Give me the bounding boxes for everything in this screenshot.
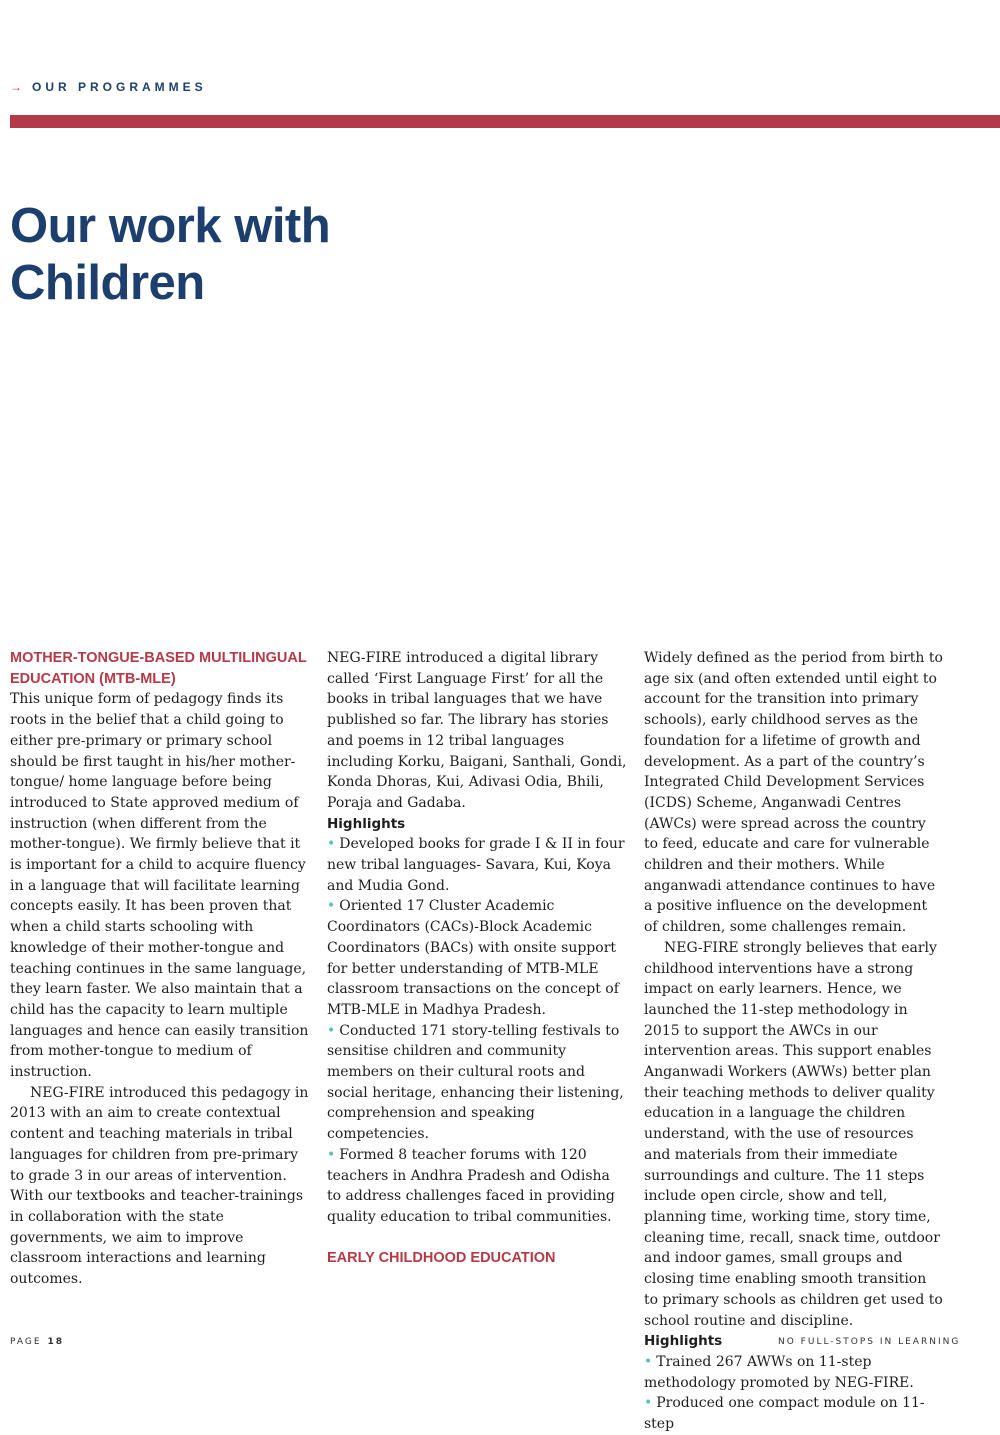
mtb-paragraph-2: NEG-FIRE introduced this pedagogy in 2013 with an aim to create contextual content and teaching materials in tribal languages for children from pre-primary to grade 3 in our areas of intervention. With our textbooks and teacher-trainings in collaboration with the state governments, we aim to improve classroom interactions and learning outcomes.	[10, 1084, 309, 1288]
mtb-highlight-2	[327, 896, 627, 1020]
bullet-dot-icon: •	[327, 1146, 336, 1163]
column-1	[10, 648, 310, 1290]
page-number	[10, 1337, 64, 1347]
bullet-dot-icon: •	[327, 1022, 336, 1039]
mtb-highlight-4-text: Formed 8 teacher forums with 120 teachers in Andhra Pradesh and Odisha to address challenges faced in providing quality education to tribal communities.	[327, 1146, 615, 1225]
mtb-highlights-label: Highlights	[327, 815, 406, 832]
column-2	[327, 648, 627, 1269]
ece-highlight-2	[644, 1393, 944, 1434]
mtb-highlight-3-text: Conducted 171 story-telling festivals to sensitise children and community members on their cultural roots and social heritage, enhancing their listening, comprehension and speaking competencies.	[327, 1022, 624, 1143]
section-kicker	[10, 80, 207, 94]
arrow-right-icon: →	[10, 80, 22, 94]
ece-highlights-label: Highlights	[644, 1333, 723, 1350]
column-3	[644, 648, 944, 1435]
ece-highlight-1	[644, 1352, 944, 1393]
ece-heading: EARLY CHILDHOOD EDUCATION	[327, 1250, 556, 1267]
footer-tagline: NO FULL-STOPS IN LEARNING	[778, 1337, 961, 1347]
bullet-dot-icon: •	[327, 836, 336, 853]
mtb-highlight-2-text: Oriented 17 Cluster Academic Coordinators (CACs)-Block Academic Coordinators (BACs) with onsite support for better understanding of MTB-MLE classroom transactions on the concept of MTB-MLE in Madhya Pradesh.	[327, 898, 619, 1018]
ece-paragraph-1-cont: Widely defined as the period from birth to age six (and often extended until eight to account for the transition into primary schools), early childhood serves as the foundation for a lifetime of growth and development. As a part of the country’s Integrated Child Development Services (ICDS) Scheme, Anganwadi Centres (AWCs) were spread across the country to feed, educate and care for vulnerable children and their mothers. While anganwadi attendance continues to have a positive influence on the development of children, some challenges remain.	[644, 650, 943, 936]
mtb-highlight-4	[327, 1145, 627, 1228]
page-number-value: 18	[47, 1337, 65, 1347]
bullet-dot-icon: •	[644, 1395, 653, 1412]
page-label: PAGE	[10, 1337, 42, 1347]
ece-highlight-2-text: Produced one compact module on 11-step	[644, 1395, 925, 1433]
header-rule	[10, 115, 1000, 128]
mtb-paragraph-1: This unique form of pedagogy finds its roots in the belief that a child going to either pre-primary or primary school should be first taught in his/her mother-tongue/ home language before being introduced to State approved medium of instruction (when different from the mother-tongue). We firmly believe that it is important for a child to acquire fluency in a language that will facilitate learning concepts easily. It has been proven that when a child starts schooling with knowledge of their mother-tongue and teaching continues in the same language, they learn faster. We also maintain that a child has the capacity to learn multiple languages and hence can easily transition from mother-tongue to medium of instruction.	[10, 691, 309, 1081]
ece-paragraph-2: NEG-FIRE strongly believes that early childhood interventions have a strong impact on early learners. Hence, we launched the 11-step methodology in 2015 to support the AWCs in our intervention areas. This support enables Anganwadi Workers (AWWs) better plan their teaching methods to deliver quality education in a language the children understand, with the use of resources and materials from their immediate surroundings and culture. The 11 steps include open circle, show and tell, planning time, working time, story time, cleaning time, recall, snack time, outdoor and indoor games, small groups and closing time enabling smooth transition to primary schools as children get used to school routine and discipline.	[644, 939, 943, 1329]
page-title	[10, 198, 530, 312]
mtb-heading: MOTHER-TONGUE-BASED MULTILINGUAL EDUCATION (MTB-MLE)	[10, 650, 307, 687]
mtb-highlight-1-text: Developed books for grade I & II in four new tribal languages- Savara, Kui, Koya and Mudia Gond.	[327, 836, 625, 894]
title-line-1: Our work with	[10, 199, 331, 253]
mtb-highlight-3	[327, 1021, 627, 1145]
title-line-2: Children	[10, 256, 205, 310]
ece-highlight-1-text: Trained 267 AWWs on 11-step methodology promoted by NEG-FIRE.	[644, 1353, 914, 1391]
mtb-highlight-1	[327, 834, 627, 896]
bullet-dot-icon: •	[644, 1353, 653, 1370]
bullet-dot-icon: •	[327, 898, 336, 915]
kicker-label: OUR PROGRAMMES	[32, 80, 207, 94]
mtb-paragraph-3-cont: NEG-FIRE introduced a digital library called ‘First Language First’ for all the books in tribal languages that we have published so far. The library has stories and poems in 12 tribal languages including Korku, Baigani, Santhali, Gondi, Konda Dhoras, Kui, Adivasi Odia, Bhili, Poraja and Gadaba.	[327, 650, 627, 811]
